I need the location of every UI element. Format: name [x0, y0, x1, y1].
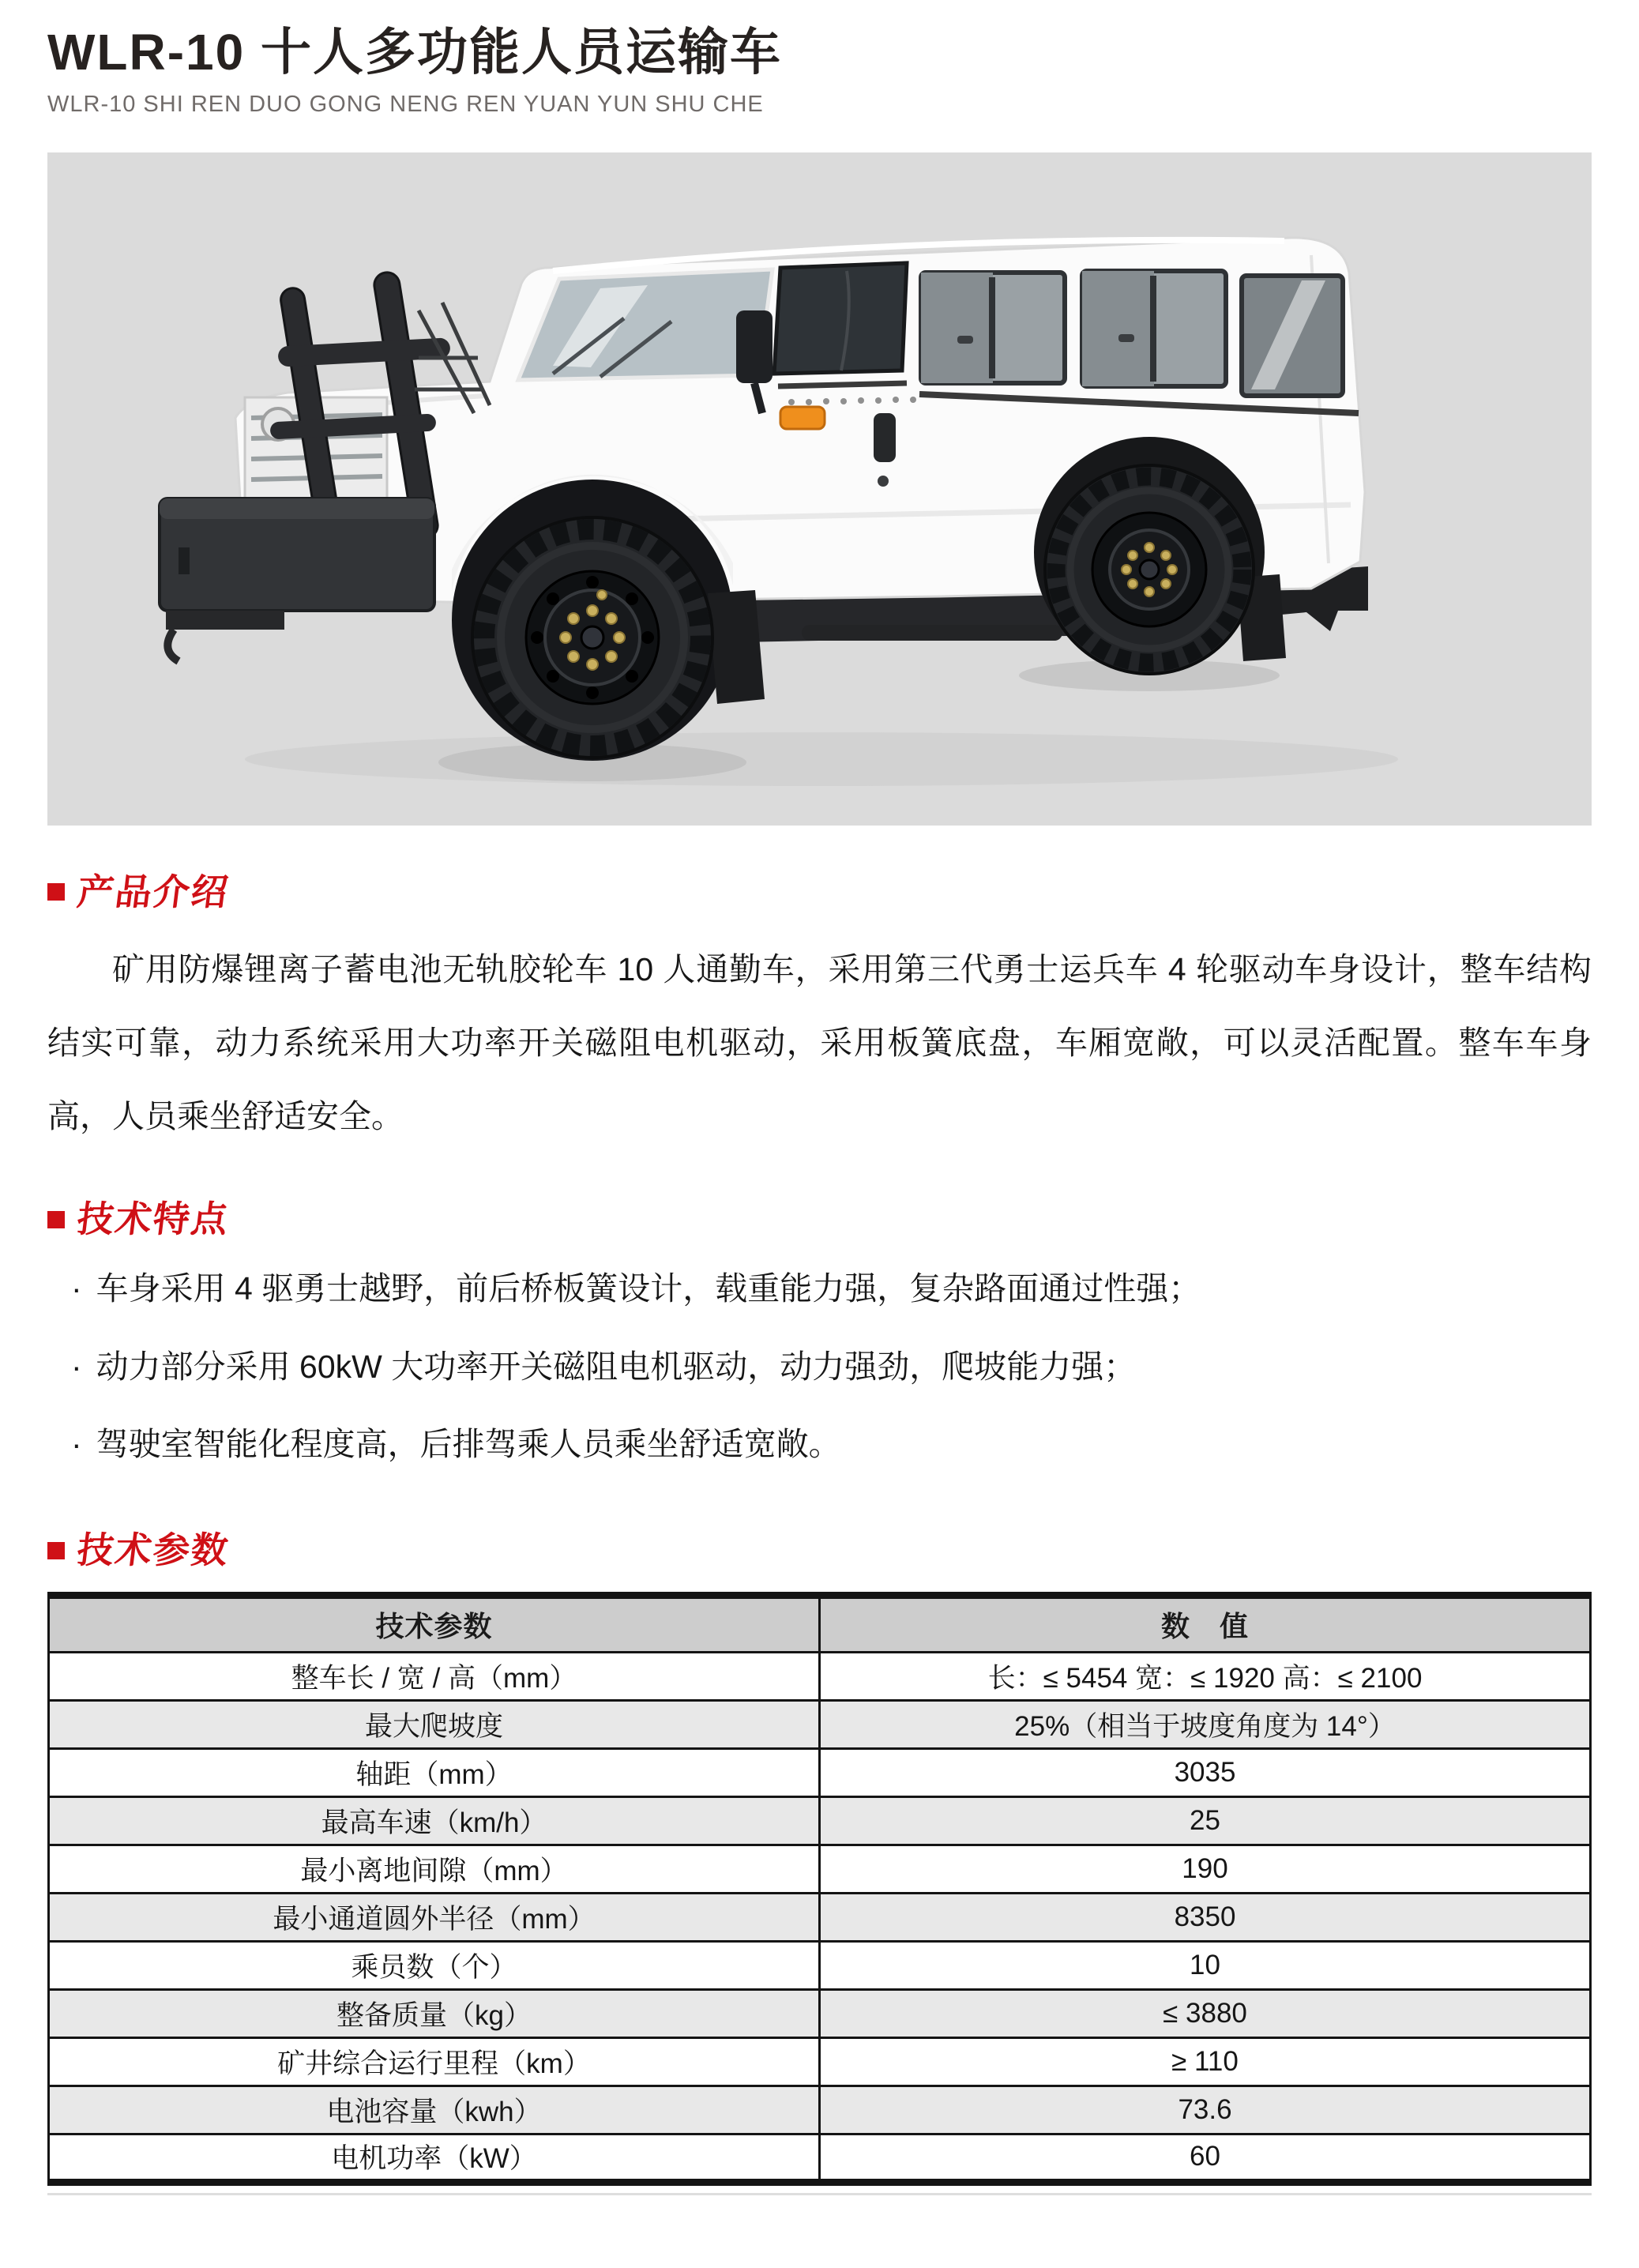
product-photo-panel: [47, 152, 1592, 826]
table-header-row: [49, 1595, 1591, 1652]
section-head-features: [47, 1198, 1592, 1240]
value-cell: 10: [820, 1941, 1591, 1989]
step-bar: [802, 625, 1062, 641]
table-row: [49, 1796, 1591, 1845]
param-cell: 乘员数（个）: [49, 1941, 820, 1989]
param-cell: 整车长 / 宽 / 高（mm）: [49, 1652, 820, 1700]
bullet-dot: ·: [71, 1348, 82, 1385]
value-cell: 长：≤ 5454 宽：≤ 1920 高：≤ 2100: [820, 1652, 1591, 1700]
section-head-specs: [47, 1529, 1592, 1571]
page-subtitle: WLR-10 SHI REN DUO GONG NENG REN YUAN YUN SHU CHE: [47, 91, 764, 117]
intro-paragraph: 矿用防爆锂离子蓄电池无轨胶轮车 10 人通勤车，采用第三代勇士运兵车 4 轮驱动车身设计，整车结构结实可靠，动力系统采用大功率开关磁阻电机驱动，采用板簧底盘，车厢宽敞，可以灵活配置。整车车身高，人员乘坐舒适安全。: [47, 951, 1592, 1134]
page-title: WLR-10 十人多功能人员运输车: [47, 24, 782, 81]
param-cell: 最小通道圆外半径（mm）: [49, 1893, 820, 1941]
param-cell: 最大爬坡度: [49, 1700, 820, 1748]
feature-text: 驾驶室智能化程度高，后排驾乘人员乘坐舒适宽敞。: [96, 1425, 841, 1462]
feature-item: [47, 1424, 1592, 1465]
table-row: [49, 2134, 1591, 2182]
section-bullet-square: [47, 1211, 65, 1228]
door-handle: [874, 413, 896, 462]
side-mirror: [736, 310, 773, 383]
value-cell: 190: [820, 1845, 1591, 1893]
param-cell: 电池容量（kwh）: [49, 2086, 820, 2134]
param-cell: 最高车速（km/h）: [49, 1796, 820, 1845]
feature-item: [47, 1347, 1592, 1387]
column-header-param: 技术参数: [49, 1595, 820, 1652]
table-row: [49, 1893, 1591, 1941]
param-cell: 轴距（mm）: [49, 1748, 820, 1796]
table-row: [49, 2086, 1591, 2134]
table-row: [49, 2037, 1591, 2086]
side-marker-lamp: [780, 407, 825, 429]
param-cell: 整备质量（kg）: [49, 1989, 820, 2037]
tow-hook: [167, 630, 179, 661]
table-row: [49, 1989, 1591, 2037]
feature-text: 车身采用 4 驱勇士越野，前后桥板簧设计，载重能力强，复杂路面通过性强；: [96, 1270, 1201, 1307]
specs-heading: 技术参数: [74, 1529, 232, 1571]
param-cell: 最小离地间隙（mm）: [49, 1845, 820, 1893]
feature-item: [47, 1269, 1592, 1309]
rear-wheel: [1045, 465, 1254, 674]
front-wheel: [472, 517, 712, 758]
specs-table: [47, 1592, 1592, 2186]
bullet-dot: ·: [71, 1270, 82, 1307]
value-cell: 25%（相当于坡度角度为 14°）: [820, 1700, 1591, 1748]
column-header-value: 数 值: [820, 1595, 1591, 1652]
value-cell: ≥ 110: [820, 2037, 1591, 2086]
value-cell: 25: [820, 1796, 1591, 1845]
footer-divider: [47, 2193, 1592, 2195]
table-row: [49, 1652, 1591, 1700]
front-bumper: [160, 498, 434, 661]
value-cell: ≤ 3880: [820, 1989, 1591, 2037]
table-row: [49, 1700, 1591, 1748]
driver-window: [774, 263, 907, 374]
feature-text: 动力部分采用 60kW 大功率开关磁阻电机驱动，动力强劲，爬坡能力强；: [96, 1348, 1137, 1385]
section-bullet-square: [47, 1542, 65, 1559]
value-cell: 73.6: [820, 2086, 1591, 2134]
feature-list: [47, 1269, 1592, 1465]
features-heading: 技术特点: [74, 1198, 232, 1240]
param-cell: 电机功率（kW）: [49, 2134, 820, 2182]
param-cell: 矿井综合运行里程（km）: [49, 2037, 820, 2086]
vehicle-photo: [47, 152, 1592, 826]
value-cell: 8350: [820, 1893, 1591, 1941]
value-cell: 3035: [820, 1748, 1591, 1796]
intro-heading: 产品介绍: [74, 871, 232, 912]
section-bullet-square: [47, 883, 65, 901]
bullet-dot: ·: [71, 1425, 82, 1462]
table-row: [49, 1845, 1591, 1893]
section-head-intro: [47, 871, 1592, 913]
value-cell: 60: [820, 2134, 1591, 2182]
sliding-windows: [921, 271, 1343, 396]
table-row: [49, 1748, 1591, 1796]
table-row: [49, 1941, 1591, 1989]
